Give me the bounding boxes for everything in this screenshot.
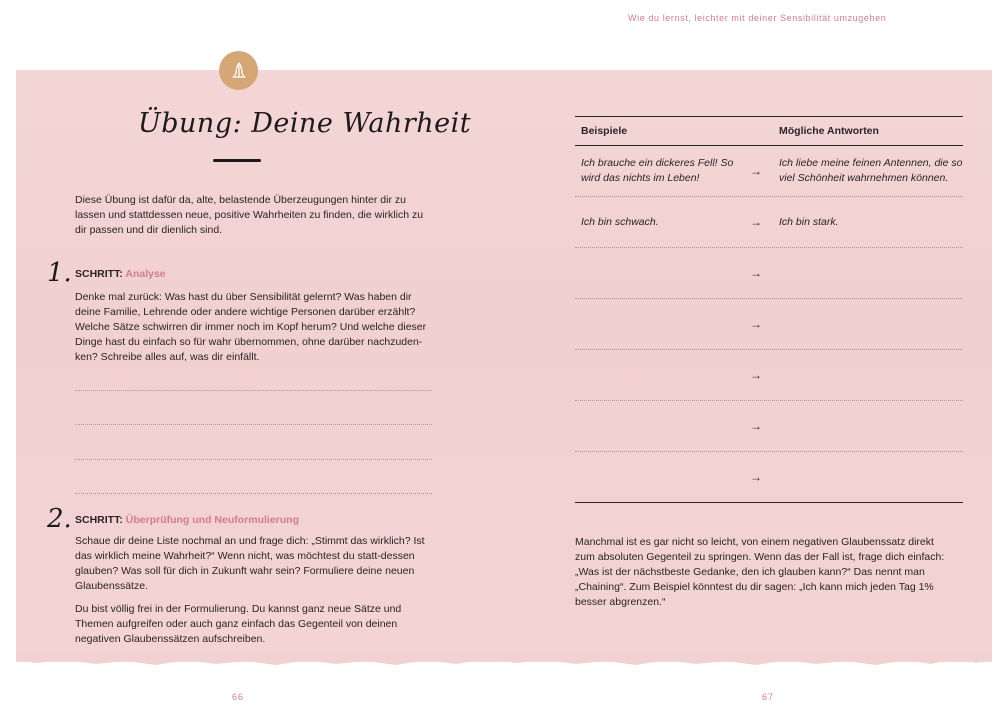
step2-subtitle: Überprüfung und Neuformulierung (125, 514, 300, 526)
write-line[interactable] (75, 493, 432, 494)
praying-hands-icon (219, 51, 258, 90)
table-row[interactable] (575, 350, 963, 401)
chaining-paragraph: Manchmal ist es gar nicht so leicht, von einem negativen Glaubenssatz direkt zum absoluten Gegenteil zu springen. Wenn das der Fall ist, frage dich einfach: „Was ist der nächstbeste Gedanke, den ich glauben kann?“ Das nennt man „Chaining“. Zum Beispiel könntest du dir sagen: „Ich kann mich jeden Tag 1% besser abgrenzen.“ (575, 536, 945, 608)
step2-label: SCHRITT: (75, 514, 123, 526)
step1-text: Denke mal zurück: Was hast du über Sensibilität gelernt? Was haben dir deine Familie, Lehrende oder andere wichtige Personen darüber erzählt? Welche Sätze schwirren dir immer noch im Kopf herum? Und welche dieser Dinge hast du einfach so für wahr übernommen, ohne darüber nachzuden-ken? Schreibe alles auf, was dir einfällt. (75, 291, 427, 363)
table-row[interactable] (575, 248, 963, 299)
table-row[interactable] (575, 401, 963, 452)
table-row[interactable] (575, 299, 963, 350)
table-row[interactable] (575, 452, 963, 503)
header-examples: Beispiele (581, 125, 628, 137)
row-example: Ich brauche ein dickeres Fell! So wird das nichts im Leben! (581, 157, 734, 184)
step1-number: 1. (47, 258, 72, 288)
title-underline (213, 159, 261, 162)
step2-heading (75, 514, 299, 526)
step1-subtitle: Analyse (125, 268, 166, 280)
arrow-right-icon: → (750, 214, 762, 229)
arrow-right-icon: → (750, 316, 762, 331)
step2-text1: Schaue dir deine Liste nochmal an und frage dich: „Stimmt das wirklich? Ist das wirklich meine Wahrheit?“ Wenn nicht, was möchtest du statt-dessen glauben? Was soll für dich in Zukunft wahr sein? Formuliere deine neuen Glaubenssätze. (75, 535, 425, 592)
arrow-right-icon: → (750, 469, 762, 484)
write-line[interactable] (75, 459, 432, 460)
write-line[interactable] (75, 424, 432, 425)
page-title: Übung: Deine Wahrheit (138, 108, 472, 139)
step1-heading (75, 268, 166, 280)
row-answer: Ich liebe meine feinen Antennen, die so viel Schönheit wahrnehmen können. (779, 157, 963, 184)
arrow-right-icon: → (750, 367, 762, 382)
arrow-right-icon: → (750, 163, 762, 178)
page-number-right: 67 (762, 692, 775, 702)
step1-label: SCHRITT: (75, 268, 123, 280)
row-example: Ich bin schwach. (581, 215, 659, 228)
torn-paper-edge (16, 654, 992, 670)
arrow-right-icon: → (750, 418, 762, 433)
step2-number: 2. (47, 504, 72, 534)
arrow-right-icon: → (750, 265, 762, 280)
write-line[interactable] (75, 390, 432, 391)
beliefs-table (575, 116, 963, 503)
header-answers: Mögliche Antworten (779, 125, 879, 137)
row-answer: Ich bin stark. (779, 215, 839, 228)
running-header: Wie du lernst, leichter mit deiner Sensibilität umzugehen (628, 13, 887, 23)
page-number-left: 66 (232, 692, 245, 702)
intro-paragraph: Diese Übung ist dafür da, alte, belastende Überzeugungen hinter dir zu lassen und stattdessen neue, positive Wahrheiten zu finden, die wirklich zu dir passen und dir dienlich sind. (75, 194, 424, 236)
table-row (575, 197, 963, 248)
table-header (575, 117, 963, 146)
step2-text2: Du bist völlig frei in der Formulierung. Du kannst ganz neue Sätze und Themen aufgreifen oder auch ganz einfach das Gegenteil von deinen negativen Glaubenssätzen aufschreiben. (75, 603, 402, 645)
table-row (575, 146, 963, 197)
